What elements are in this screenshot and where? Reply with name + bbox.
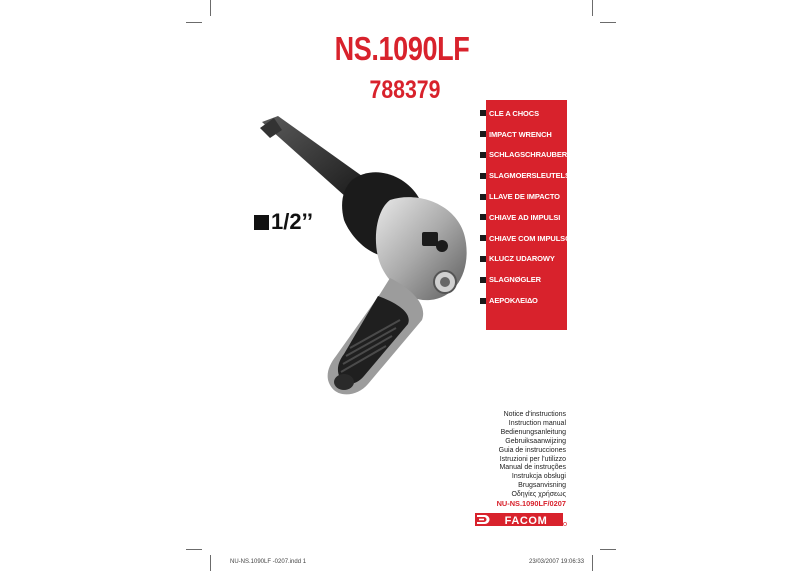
bullet-square-icon	[480, 235, 486, 241]
drive-size-text: 1/2’’	[271, 209, 313, 234]
list-item: KLUCZ UDAROWY	[480, 249, 570, 270]
crop-mark	[600, 22, 616, 23]
list-item: IMPACT WRENCH	[480, 124, 570, 145]
bullet-square-icon	[480, 152, 486, 158]
crop-mark	[210, 555, 211, 571]
list-item: Bedienungsanleitung	[500, 428, 566, 436]
product-name-list	[480, 103, 576, 311]
list-item: Notice d'instructions	[503, 411, 566, 418]
list-item: SLAGNØGLER	[480, 269, 570, 290]
model-title: NS.1090LF	[334, 30, 470, 67]
bullet-square-icon	[480, 298, 486, 304]
list-item: ΑΕΡΟΚΛΕΙΔΟ	[480, 290, 570, 311]
list-item: CHIAVE AD IMPULSI	[480, 207, 570, 228]
crop-mark	[210, 0, 211, 16]
crop-mark	[186, 549, 202, 550]
list-item: CHIAVE COM IMPULSOS	[480, 228, 570, 249]
list-item: Οδηγίες χρήσεως	[511, 491, 566, 499]
list-item: SLAGMOERSLEUTELS	[480, 165, 570, 186]
manual-title-list	[440, 411, 566, 509]
bullet-square-icon	[480, 256, 486, 262]
svg-text:FACOM: FACOM	[504, 514, 548, 526]
bullet-square-icon	[480, 173, 486, 179]
impact-wrench-image	[240, 108, 490, 398]
footer-timestamp: 23/03/2007 19:06:33	[529, 559, 585, 565]
bullet-square-icon	[480, 214, 486, 220]
list-item: Gebruiksaanwijzing	[505, 437, 566, 445]
reference-number: 788379	[369, 76, 441, 104]
list-item: Instrukcja obsługi	[511, 473, 566, 481]
crop-mark	[592, 555, 593, 571]
crop-mark	[600, 549, 616, 550]
list-item: SCHLAGSCHRAUBER	[480, 145, 570, 166]
crop-mark	[592, 0, 593, 16]
list-item: CLE A CHOCS	[480, 103, 570, 124]
bullet-square-icon	[480, 194, 486, 200]
list-item: Guia de instrucciones	[498, 446, 566, 454]
list-item: Brugsanvisning	[518, 482, 566, 490]
bullet-square-icon	[480, 110, 486, 116]
bullet-square-icon	[254, 215, 269, 230]
list-item: Istruzioni per l'utilizzo	[499, 455, 566, 463]
drive-size-label	[254, 209, 313, 235]
crop-mark	[186, 22, 202, 23]
list-item: Instruction manual	[508, 419, 566, 427]
bullet-square-icon	[480, 277, 486, 283]
list-item: Manual de instruções	[499, 464, 566, 472]
facom-logo	[475, 513, 567, 526]
document-code: NU-NS.1090LF/0207	[496, 499, 566, 509]
footer-file-info: NU-NS.1090LF -0207.indd 1	[230, 559, 307, 565]
list-item: LLAVE DE IMPACTO	[480, 186, 570, 207]
bullet-square-icon	[480, 131, 486, 137]
